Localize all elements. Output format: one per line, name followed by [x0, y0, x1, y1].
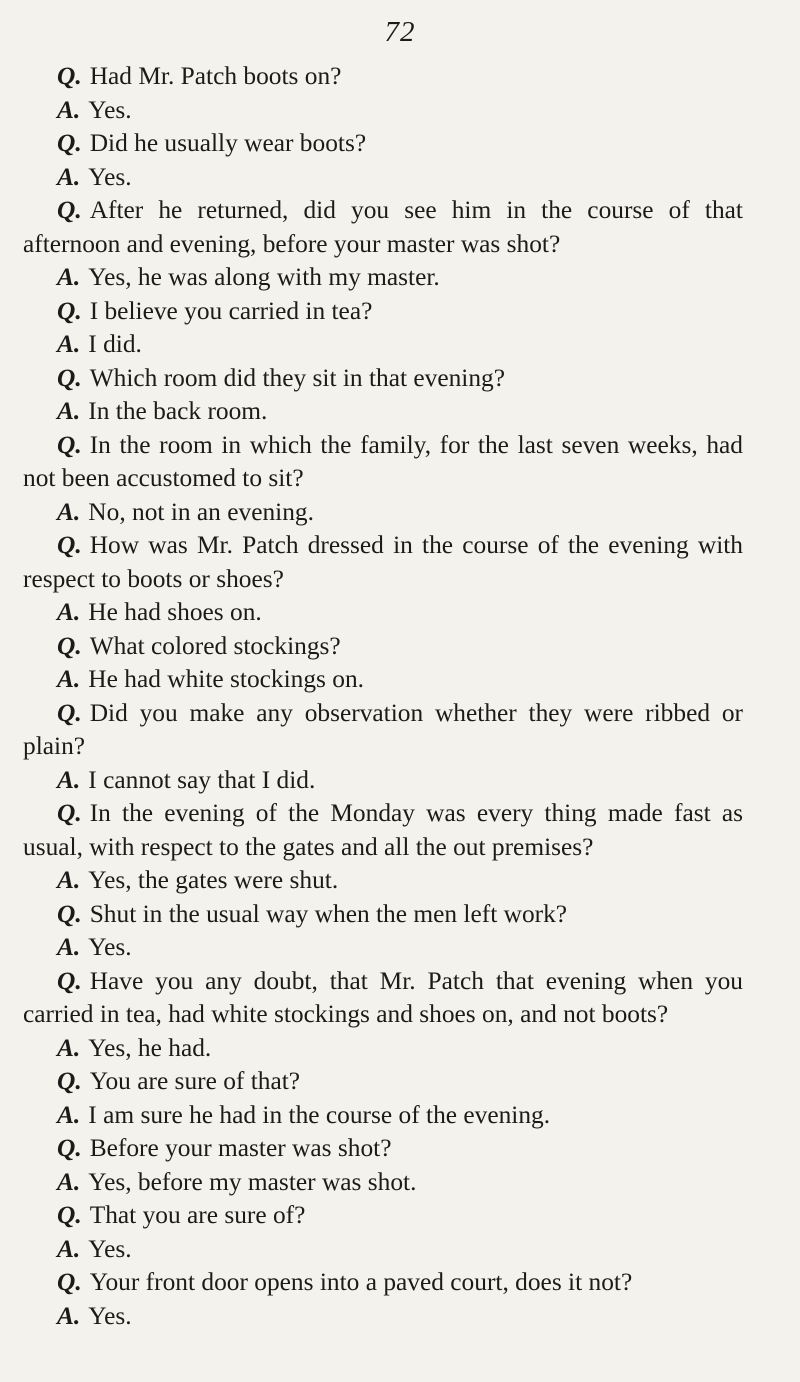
- speaker-label: A.: [57, 598, 81, 626]
- speaker-label: A.: [57, 1234, 81, 1263]
- speaker-label: Q.: [57, 430, 82, 459]
- entry-text: Yes.: [88, 933, 132, 961]
- entry-text: After he returned, did you see him in the course of that afternoon and evening, before your master was shot?: [23, 196, 743, 258]
- transcript-entry: [23, 1099, 743, 1133]
- transcript-entry: [23, 1233, 743, 1267]
- speaker-label: Q.: [57, 1201, 82, 1229]
- entry-text: How was Mr. Patch dressed in the course of the evening with respect to boots or shoes?: [23, 531, 743, 593]
- speaker-label: Q.: [57, 631, 82, 660]
- entry-text: Which room did they sit in that evening?: [89, 363, 506, 392]
- entry-text: Before your master was shot?: [89, 1134, 392, 1162]
- entry-text: You are sure of that?: [89, 1067, 301, 1095]
- transcript-body: [23, 60, 743, 1333]
- entry-text: No, not in an evening.: [88, 497, 314, 526]
- speaker-label: A.: [57, 933, 81, 961]
- transcript-entry: [23, 161, 743, 195]
- entry-text: In the evening of the Monday was every thing made fast as usual, with respect to the gates and all the out premises?: [23, 799, 743, 861]
- speaker-label: A.: [57, 397, 81, 425]
- transcript-entry: [23, 764, 743, 798]
- entry-text: Had Mr. Patch boots on?: [89, 62, 342, 90]
- entry-text: He had white stockings on.: [88, 665, 365, 693]
- entry-text: Shut in the usual way when the men left work?: [89, 899, 568, 928]
- transcript-entry: [23, 395, 743, 429]
- transcript-entry: [23, 295, 743, 329]
- transcript-entry: [23, 328, 743, 362]
- entry-text: I am sure he had in the course of the evening.: [88, 1100, 551, 1129]
- entry-text: Yes, he was along with my master.: [88, 263, 440, 291]
- speaker-label: Q.: [57, 196, 82, 224]
- entry-text: What colored stockings?: [89, 631, 341, 660]
- entry-text: Yes, the gates were shut.: [88, 866, 339, 894]
- speaker-label: A.: [57, 765, 81, 794]
- speaker-label: A.: [57, 95, 81, 124]
- speaker-label: Q.: [57, 799, 82, 827]
- entry-text: Yes, before my master was shot.: [88, 1167, 417, 1196]
- speaker-label: A.: [57, 497, 81, 526]
- speaker-label: Q.: [57, 129, 82, 157]
- speaker-label: Q.: [57, 363, 82, 392]
- entry-text: That you are sure of?: [89, 1201, 306, 1229]
- speaker-label: A.: [57, 1301, 81, 1330]
- transcript-entry: [23, 1065, 743, 1099]
- transcript-entry: [23, 596, 743, 630]
- speaker-label: A.: [57, 1167, 81, 1196]
- entry-text: I cannot say that I did.: [88, 765, 316, 794]
- transcript-entry: [23, 663, 743, 697]
- entry-text: He had shoes on.: [88, 598, 262, 626]
- speaker-label: Q.: [57, 1268, 82, 1296]
- speaker-label: A.: [57, 162, 81, 191]
- transcript-entry: [23, 797, 743, 864]
- entry-text: Yes.: [88, 162, 132, 191]
- entry-text: Have you any doubt, that Mr. Patch that evening when you carried in tea, had white stockings and shoes on, and not boots?: [23, 966, 743, 1028]
- speaker-label: Q.: [57, 899, 82, 928]
- entry-text: Did he usually wear boots?: [89, 129, 367, 157]
- speaker-label: Q.: [57, 698, 82, 727]
- transcript-entry: [23, 529, 743, 596]
- transcript-entry: [23, 496, 743, 530]
- transcript-entry: [23, 697, 743, 764]
- transcript-entry: [23, 630, 743, 664]
- transcript-entry: [23, 1032, 743, 1066]
- transcript-entry: [23, 965, 743, 1032]
- speaker-label: A.: [57, 665, 81, 693]
- speaker-label: A.: [57, 1033, 81, 1062]
- speaker-label: Q.: [57, 1134, 82, 1162]
- entry-text: Yes, he had.: [88, 1033, 212, 1062]
- speaker-label: Q.: [57, 296, 82, 325]
- entry-text: I did.: [88, 330, 142, 358]
- entry-text: Yes.: [88, 1301, 132, 1330]
- speaker-label: Q.: [57, 966, 82, 995]
- transcript-entry: [23, 261, 743, 295]
- entry-text: I believe you carried in tea?: [89, 296, 373, 325]
- transcript-entry: [23, 898, 743, 932]
- speaker-label: A.: [57, 263, 81, 291]
- transcript-entry: [23, 94, 743, 128]
- transcript-entry: [23, 931, 743, 965]
- transcript-entry: [23, 1199, 743, 1233]
- transcript-entry: [23, 1166, 743, 1200]
- speaker-label: A.: [57, 330, 81, 358]
- entry-text: Yes.: [88, 1234, 132, 1263]
- entry-text: Yes.: [88, 95, 132, 124]
- entry-text: In the back room.: [88, 397, 268, 425]
- transcript-entry: [23, 60, 743, 94]
- entry-text: Did you make any observation whether they were ribbed or plain?: [23, 698, 743, 760]
- speaker-label: A.: [57, 866, 81, 894]
- transcript-entry: [23, 864, 743, 898]
- speaker-label: Q.: [57, 531, 82, 559]
- speaker-label: A.: [57, 1100, 81, 1129]
- transcript-entry: [23, 194, 743, 261]
- speaker-label: Q.: [57, 1067, 82, 1095]
- transcript-entry: [23, 429, 743, 496]
- entry-text: Your front door opens into a paved court, does it not?: [89, 1268, 633, 1296]
- transcript-entry: [23, 1132, 743, 1166]
- transcript-entry: [23, 1266, 743, 1300]
- page-number: 72: [384, 16, 416, 48]
- transcript-entry: [23, 127, 743, 161]
- entry-text: In the room in which the family, for the last seven weeks, had not been accustomed to sit?: [23, 430, 743, 492]
- transcript-entry: [23, 362, 743, 396]
- speaker-label: Q.: [57, 62, 82, 90]
- transcript-entry: [23, 1300, 743, 1334]
